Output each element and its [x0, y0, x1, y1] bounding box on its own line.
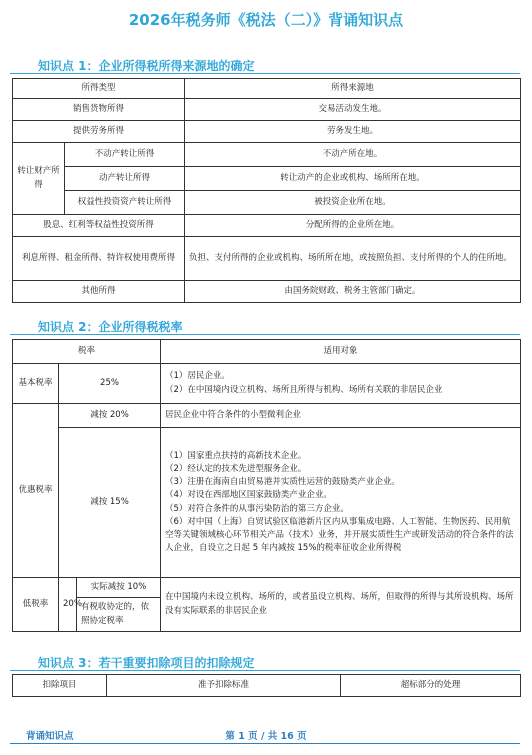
low-rate-label: 低税率	[13, 578, 59, 632]
income-source-cell: 劳务发生地。	[185, 121, 521, 143]
header-deduction-standard: 准予扣除标准	[107, 675, 341, 697]
tax-rate-table	[12, 339, 521, 632]
table-row	[13, 281, 521, 303]
table-row	[13, 143, 521, 167]
income-source-table	[12, 78, 521, 303]
table-row	[13, 121, 521, 143]
list-item: （1）国家重点扶持的高新技术企业。	[165, 450, 307, 461]
table-row	[13, 191, 521, 215]
income-type-cell: 股息、红利等权益性投资所得	[13, 215, 185, 237]
preferential-rate-label: 优惠税率	[13, 404, 59, 578]
table-row	[13, 404, 521, 428]
section2-title: 知识点 2：企业所得税税率	[38, 320, 183, 334]
header-deduction-item: 扣除项目	[13, 675, 107, 697]
income-source-cell: 被投资企业所在地。	[185, 191, 521, 215]
income-type-cell: 不动产转让所得	[65, 143, 185, 167]
list-item: （3）注册在海南自由贸易港并实质性运营的鼓励类产业企业。	[165, 477, 400, 488]
income-type-cell: 提供劳务所得	[13, 121, 185, 143]
income-source-cell: 交易活动发生地。	[185, 99, 521, 121]
income-source-cell: 转让动产的企业或机构、场所所在地。	[185, 167, 521, 191]
table-row	[13, 364, 521, 404]
section3-divider	[10, 670, 520, 671]
list-item: （6）对中国（上海）自贸试验区临港新片区内从事集成电路、人工智能、生物医药、民用航空等关键领域核心环节相关产品（技术）业务，并开展实质性生产或研发活动的符合条件的法人企业，自设立之日起 5 年内减按 15%的税率征收企业所得税	[165, 516, 514, 554]
section1-title: 知识点 1：企业所得税所得来源地的确定	[38, 59, 255, 73]
document-title: 2026年税务师《税法（二）》背诵知识点	[128, 11, 404, 29]
income-source-cell: 负担、支付所得的企业或机构、场所所在地，或按照负担、支付所得的个人的住所地。	[185, 237, 521, 281]
deduction-table	[12, 674, 521, 697]
table-row	[13, 215, 521, 237]
income-type-cell: 其他所得	[13, 281, 185, 303]
rate-20-value: 减按 20%	[59, 404, 161, 428]
income-source-cell: 分配所得的企业所在地。	[185, 215, 521, 237]
income-type-cell: 动产转让所得	[65, 167, 185, 191]
footer-label: 背诵知识点	[26, 731, 74, 742]
income-type-cell: 销售货物所得	[13, 99, 185, 121]
rate-15-value: 减按 15%	[59, 428, 161, 578]
income-type-cell: 利息所得、租金所得、特许权使用费所得	[13, 237, 185, 281]
table-row	[13, 237, 521, 281]
property-transfer-group-label: 转让财产所得	[13, 143, 65, 215]
section2-divider	[10, 334, 520, 335]
income-type-cell: 权益性投资资产转让所得	[65, 191, 185, 215]
low-rate-value: 20%	[59, 578, 77, 632]
table-row	[13, 167, 521, 191]
income-source-cell: 由国务院财政、税务主管部门确定。	[185, 281, 521, 303]
rate-20-object: 居民企业中符合条件的小型微利企业	[161, 404, 521, 428]
table-row	[13, 578, 521, 598]
header-income-type: 所得类型	[13, 79, 185, 99]
list-item: （5）对符合条件的从事污染防治的第三方企业。	[165, 503, 349, 514]
basic-rate-value: 25%	[59, 364, 161, 404]
header-rate: 税率	[13, 340, 161, 364]
footer-divider	[10, 743, 520, 744]
table-row	[13, 428, 521, 578]
header-excess-treatment: 超标部分的处理	[341, 675, 521, 697]
section1-divider	[10, 73, 520, 74]
rate-15-objects	[161, 428, 521, 578]
list-item: （4）对设在西部地区国家鼓励类产业企业。	[165, 490, 332, 501]
low-rate-object: 在中国境内未设立机构、场所的，或者虽设立机构、场所，但取得的所得与其所设机构、场所没有实际联系的非居民企业	[161, 578, 521, 632]
income-source-cell: 不动产所在地。	[185, 143, 521, 167]
low-rate-actual: 实际减按 10%	[77, 578, 161, 598]
basic-rate-objects	[161, 364, 521, 404]
list-item: （1）居民企业。	[165, 371, 230, 382]
header-income-source: 所得来源地	[185, 79, 521, 99]
list-item: （2）经认定的技术先进型服务企业。	[165, 463, 307, 474]
section3-title: 知识点 3：若干重要扣除项目的扣除规定	[38, 656, 255, 670]
basic-rate-label: 基本税率	[13, 364, 59, 404]
header-applicable-object: 适用对象	[161, 340, 521, 364]
low-rate-treaty: 有税收协定的，依照协定税率	[77, 598, 161, 632]
table-row	[13, 99, 521, 121]
list-item: （2）在中国境内设立机构、场所且所得与机构、场所有关联的非居民企业	[165, 384, 443, 395]
page-number: 第 1 页 / 共 16 页	[225, 731, 307, 742]
